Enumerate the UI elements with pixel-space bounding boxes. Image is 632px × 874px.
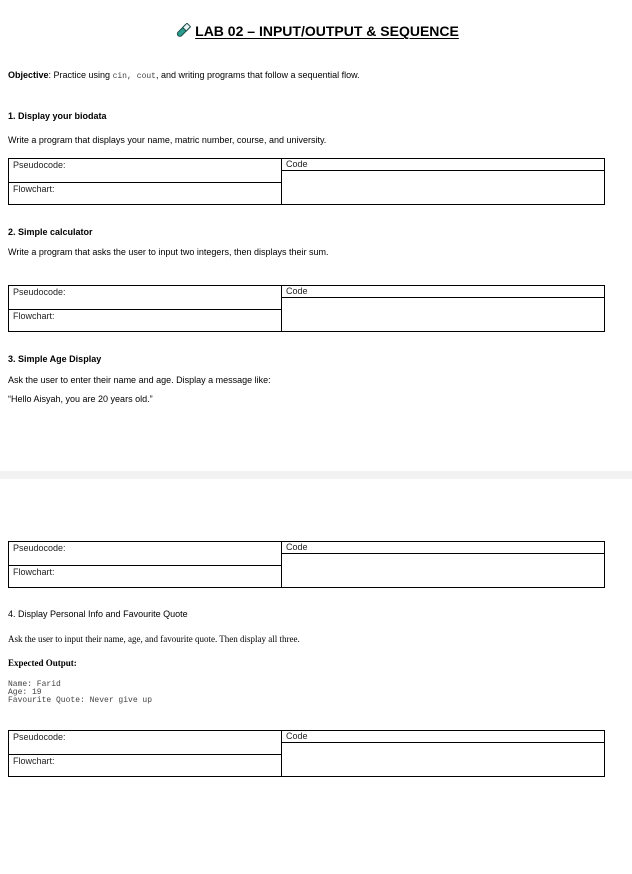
code-cin: cin, (112, 72, 132, 81)
pseudocode-cell[interactable] (9, 731, 281, 755)
expected-output-line: Age: 19 (8, 688, 42, 697)
pseudocode-label: Pseudocode: (13, 160, 66, 170)
expected-output-label: Expected Output: (8, 658, 77, 668)
section-4-description: Ask the user to input their name, age, and favourite quote. Then display all three. (8, 634, 300, 644)
expected-output-line: Favourite Quote: Never give up (8, 696, 153, 705)
code-label: Code (286, 159, 308, 169)
answer-table-3 (8, 541, 605, 588)
pseudocode-label: Pseudocode: (13, 543, 66, 553)
section-3-example: “Hello Aisyah, you are 20 years old.” (8, 394, 153, 404)
code-header (282, 286, 604, 298)
code-cout: cout (136, 72, 156, 81)
pseudocode-label: Pseudocode: (13, 732, 66, 742)
section-3-description: Ask the user to enter their name and age. Display a message like: (8, 375, 271, 385)
pseudocode-cell[interactable] (9, 159, 281, 183)
objective-label: Objective (8, 70, 49, 80)
code-cell[interactable] (282, 171, 604, 204)
answer-table-2 (8, 285, 605, 332)
answer-table-4 (8, 730, 605, 777)
title-text: LAB 02 – INPUT/OUTPUT & SEQUENCE (195, 23, 459, 39)
section-1-heading: 1. Display your biodata (8, 111, 107, 121)
pseudocode-cell[interactable] (9, 542, 281, 566)
objective-text-end: , and writing programs that follow a sequential flow. (155, 70, 360, 80)
section-2-description: Write a program that asks the user to input two integers, then displays their sum. (8, 247, 329, 257)
section-3-heading: 3. Simple Age Display (8, 354, 102, 364)
code-label: Code (286, 286, 308, 296)
flowchart-cell[interactable] (9, 310, 281, 332)
code-cell[interactable] (282, 743, 604, 776)
objective (8, 70, 360, 81)
section-4-heading: 4. Display Personal Info and Favourite Quote (8, 609, 188, 619)
section-2-heading: 2. Simple calculator (8, 227, 93, 237)
expected-output-line: Name: Farid (8, 680, 61, 689)
flowchart-label: Flowchart: (13, 567, 55, 577)
flowchart-cell[interactable] (9, 183, 281, 205)
code-header (282, 542, 604, 554)
page-break (0, 471, 632, 479)
code-label: Code (286, 542, 308, 552)
pseudocode-cell[interactable] (9, 286, 281, 310)
flowchart-cell[interactable] (9, 755, 281, 777)
document-title (0, 23, 632, 39)
code-header (282, 159, 604, 171)
answer-table-1 (8, 158, 605, 205)
code-label: Code (286, 731, 308, 741)
code-cell[interactable] (282, 298, 604, 331)
expected-output (8, 681, 152, 705)
flowchart-label: Flowchart: (13, 184, 55, 194)
flowchart-cell[interactable] (9, 566, 281, 588)
pseudocode-label: Pseudocode: (13, 287, 66, 297)
test-tube-icon (173, 23, 191, 39)
flowchart-label: Flowchart: (13, 311, 55, 321)
flowchart-label: Flowchart: (13, 756, 55, 766)
objective-text: : Practice using (48, 70, 113, 80)
code-cell[interactable] (282, 554, 604, 587)
code-header (282, 731, 604, 743)
section-1-description: Write a program that displays your name, matric number, course, and university. (8, 135, 327, 145)
